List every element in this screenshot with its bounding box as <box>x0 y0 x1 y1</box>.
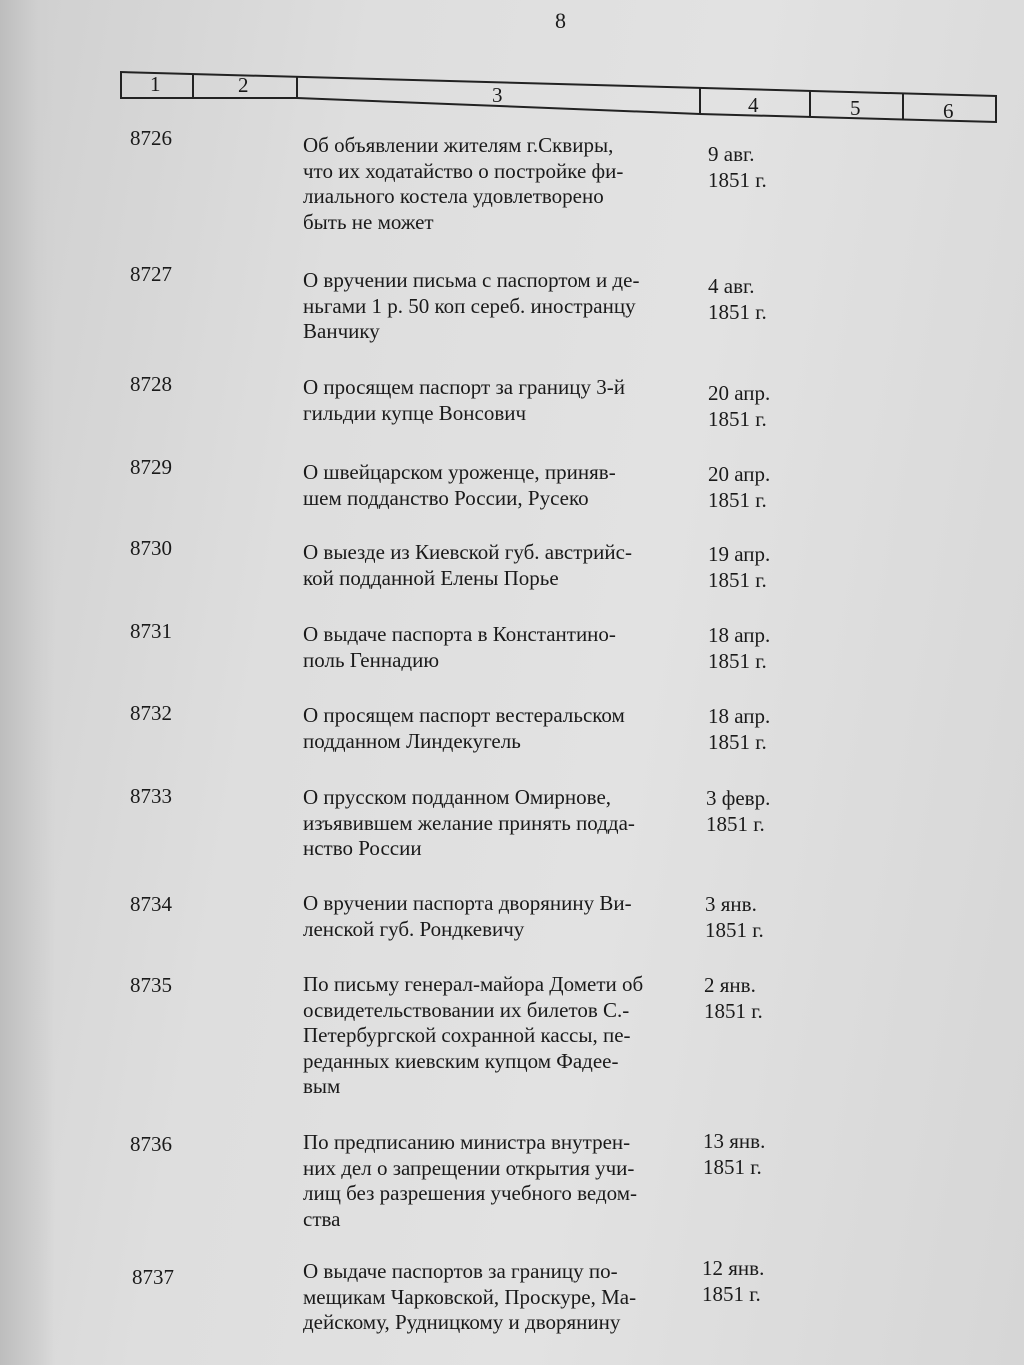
description-line: По письму генерал-майора Домети об <box>303 972 644 996</box>
date-year: 1851 г. <box>708 730 767 754</box>
date-day: 18 апр. <box>708 623 771 647</box>
description-line: Ванчику <box>303 319 380 343</box>
date-day: 4 авг. <box>708 274 755 298</box>
entry-number: 8734 <box>130 892 172 916</box>
description-line: По предписанию министра внутрен- <box>303 1130 631 1154</box>
entry-number: 8730 <box>130 536 172 560</box>
entry-date <box>703 1128 813 1180</box>
page-number: 8 <box>555 8 566 33</box>
description-line: лищ без разрешения учебного ведом- <box>303 1181 638 1205</box>
description-line: О выдаче паспортов за границу по- <box>303 1259 618 1283</box>
description-line: поль Геннадию <box>303 647 440 672</box>
entry-description <box>303 375 688 426</box>
entry-number: 8733 <box>130 784 172 808</box>
description-line: О вручении письма с паспортом и де- <box>303 268 640 292</box>
description-line: реданных киевским купцом Фадее- <box>303 1048 619 1073</box>
description-line: О вручении паспорта дворянину Ви- <box>303 891 632 915</box>
description-line: ства <box>303 1206 341 1231</box>
entry-number: 8732 <box>130 701 172 725</box>
description-line: подданном Линдекугель <box>303 728 521 753</box>
description-line: Об объявлении жителям г.Сквиры, <box>303 133 614 157</box>
date-year: 1851 г. <box>705 918 764 942</box>
date-day: 12 янв. <box>702 1256 765 1280</box>
date-year: 1851 г. <box>702 1282 761 1306</box>
date-year: 1851 г. <box>708 300 767 324</box>
date-day: 9 авг. <box>708 142 755 166</box>
entry-description <box>303 1130 688 1232</box>
date-day: 13 янв. <box>703 1129 766 1153</box>
header-table-lines <box>120 70 997 126</box>
description-line: нство России <box>303 836 422 860</box>
date-year: 1851 г. <box>704 999 763 1023</box>
header-col-6: 6 <box>943 99 954 123</box>
description-line: мещикам Чарковской, Проскуре, Ма- <box>303 1284 637 1309</box>
entry-description <box>303 1259 688 1336</box>
description-line: освидетельствовании их билетов С.- <box>303 997 630 1022</box>
header-col-2: 2 <box>238 73 249 97</box>
entry-description <box>303 622 688 673</box>
description-line: О просящем паспорт вестеральском <box>303 703 625 727</box>
date-day: 19 апр. <box>708 542 771 566</box>
entry-description <box>303 972 688 1100</box>
entry-number: 8735 <box>130 973 172 997</box>
entry-number: 8729 <box>130 455 172 479</box>
description-line: О выдаче паспорта в Константино- <box>303 622 616 646</box>
date-day: 3 февр. <box>706 786 771 810</box>
date-day: 18 апр. <box>708 704 771 728</box>
description-line: ньгами 1 р. 50 коп сереб. иностранцу <box>303 293 636 318</box>
entry-description <box>303 891 688 942</box>
entry-number: 8728 <box>130 372 172 396</box>
entry-description <box>303 268 688 345</box>
description-line: гильдии купце Вонсович <box>303 400 527 425</box>
entry-description <box>303 703 688 754</box>
description-line: что их ходатайство о постройке фи- <box>303 158 624 183</box>
date-day: 20 апр. <box>708 462 771 486</box>
description-line: вым <box>303 1074 341 1098</box>
entry-date <box>708 541 818 593</box>
description-line: Петербургской сохранной кассы, пе- <box>303 1023 631 1047</box>
entry-number: 8736 <box>130 1132 172 1156</box>
entry-date <box>708 622 818 674</box>
entry-date <box>708 141 818 193</box>
description-line: них дел о запрещении открытия учи- <box>303 1155 635 1180</box>
date-year: 1851 г. <box>708 168 767 192</box>
date-year: 1851 г. <box>706 812 765 836</box>
entry-number: 8731 <box>130 619 172 643</box>
book-spine-shadow <box>0 0 55 1365</box>
entry-number: 8726 <box>130 126 172 150</box>
column-header-table <box>120 70 997 126</box>
date-year: 1851 г. <box>708 649 767 673</box>
header-col-4: 4 <box>748 93 759 117</box>
description-line: быть не может <box>303 209 434 234</box>
description-line: О просящем паспорт за границу 3-й <box>303 375 625 399</box>
description-line: ленской губ. Рондкевичу <box>303 916 525 941</box>
entry-date <box>702 1255 812 1307</box>
header-col-1: 1 <box>150 72 161 96</box>
description-line: О прусском подданном Омирнове, <box>303 785 612 809</box>
header-col-5: 5 <box>850 96 861 120</box>
description-line: кой подданной Елены Порье <box>303 565 559 590</box>
description-line: дейскому, Рудницкому и дворянину <box>303 1310 621 1334</box>
date-day: 2 янв. <box>704 973 756 997</box>
entry-date <box>706 785 816 837</box>
entry-description <box>303 460 688 511</box>
description-line: О выезде из Киевской губ. австрийс- <box>303 540 632 564</box>
entry-number: 8737 <box>132 1265 174 1289</box>
entry-date <box>704 972 814 1024</box>
entry-number: 8727 <box>130 262 172 286</box>
entry-date <box>705 891 815 943</box>
date-year: 1851 г. <box>708 568 767 592</box>
date-year: 1851 г. <box>708 488 767 512</box>
entry-date <box>708 703 818 755</box>
entry-date <box>708 461 818 513</box>
description-line: шем подданство России, Русеко <box>303 485 589 510</box>
date-year: 1851 г. <box>708 407 767 431</box>
entry-description <box>303 540 688 591</box>
entry-date <box>708 380 818 432</box>
description-line: лиального костела удовлетворено <box>303 184 604 208</box>
entry-description <box>303 785 688 862</box>
date-day: 3 янв. <box>705 892 757 916</box>
date-day: 20 апр. <box>708 381 771 405</box>
entry-date <box>708 273 818 325</box>
description-line: изъявившем желание принять подда- <box>303 810 635 835</box>
header-col-3: 3 <box>492 83 503 107</box>
description-line: О швейцарском уроженце, приняв- <box>303 460 616 484</box>
entry-description <box>303 133 688 235</box>
date-year: 1851 г. <box>703 1155 762 1179</box>
